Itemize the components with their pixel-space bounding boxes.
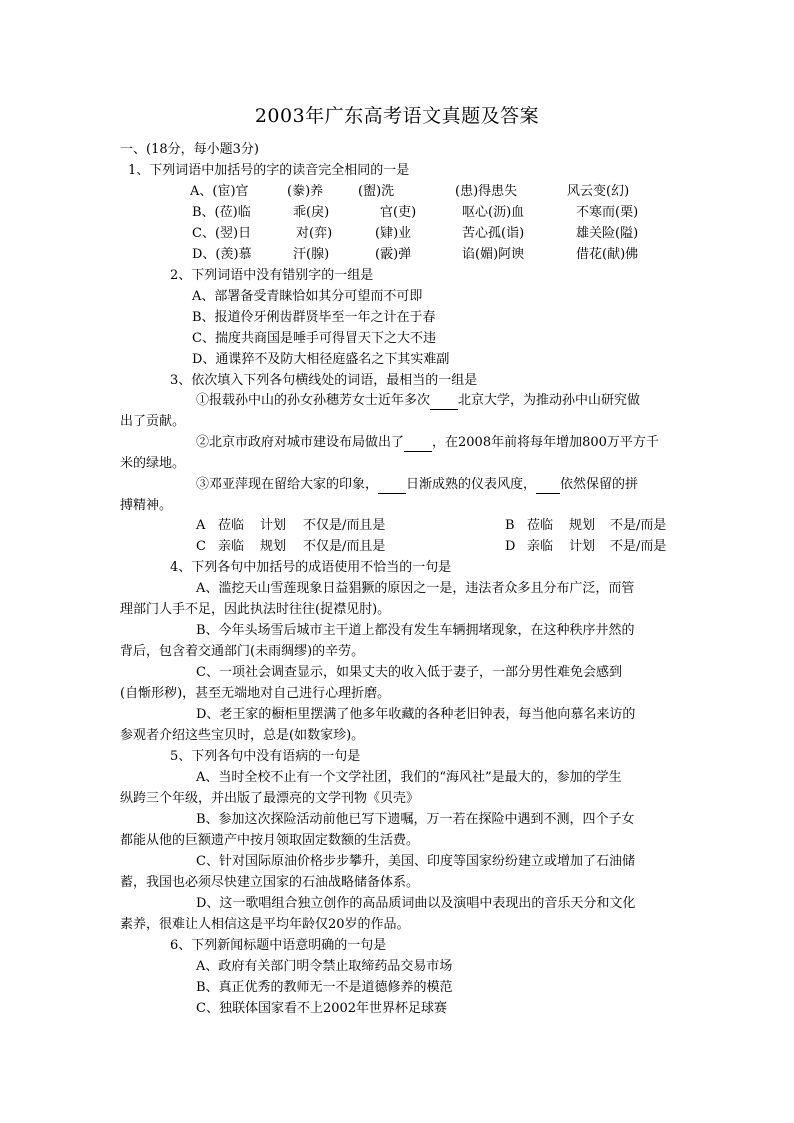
q1-option-d-word3: (霰)弹 (375, 247, 412, 262)
q5-option-c-cont: 蓄，我国也必须尽快建立国家的石油战略储备体系。 (120, 875, 420, 890)
q4-option-b-cont: 背后，包含着交通部门(未雨绸缪)的辛劳。 (120, 644, 365, 659)
q3-blank-3 (378, 476, 406, 494)
q1-option-c-word1: C、(翌)日 (192, 226, 252, 241)
q5-option-d: D、这一歌唱组合独立创作的高品质词曲以及演唱中表现出的音乐天分和文化 (196, 896, 636, 911)
q3-sentence-1-cont: 出了贡献。 (120, 414, 186, 429)
q1-option-b-word1: B、(莅)临 (192, 205, 251, 220)
q2-option-a: A、部署备受青睐恰如其分可望而不可即 (192, 289, 423, 304)
q2-option-d: D、通谍猝不及防大相径庭盛名之下其实难副 (192, 352, 450, 367)
q3-s1-part2: 北京大学，为推动孙中山研究做 (458, 393, 641, 408)
q1-option-c-word3: (肄)业 (375, 226, 412, 241)
q3-sentence-2-cont: 米的绿地。 (120, 456, 186, 471)
section-header: 一、(18分，每小题3分) (120, 142, 259, 157)
q2-option-c: C、揣度共商国是唾手可得冒天下之大不违 (192, 331, 436, 346)
q1-option-d-word1: D、(羡)慕 (192, 247, 252, 262)
q3-sentence-2 (196, 434, 659, 452)
q4-option-d-cont: 参观者介绍这些宝贝时，总是(如数家珍)。 (120, 728, 365, 743)
q3-option-c-word3: 不仅是/而且是 (303, 539, 386, 554)
q3-option-b-letter: B (505, 518, 515, 533)
q3-s1-part1: ①报载孙中山的孙女孙穗芳女士近年多次 (196, 393, 431, 408)
q1-option-d-word4: 谄(媚)阿谀 (462, 247, 525, 262)
q1-option-a-word4: (患)得患失 (455, 184, 518, 199)
q1-option-a-word1: A、(宦)官 (190, 184, 249, 199)
q3-blank-2 (404, 434, 432, 452)
q1-option-d-word2: 汗(腺) (293, 247, 330, 262)
q3-option-c-word1: 亲临 (218, 539, 245, 554)
q5-option-b: B、参加这次探险活动前他已写下遗嘱，万一若在探险中遇到不测，四个子女 (196, 812, 635, 827)
q3-option-a-word2: 计划 (260, 518, 287, 533)
q2-option-b: B、报道伶牙俐齿群贤毕至一年之计在于春 (192, 310, 436, 325)
q1-option-a-word2: (豢)养 (287, 184, 324, 199)
q1-option-d-word5: 借花(献)佛 (576, 247, 639, 262)
q3-blank-4 (536, 476, 560, 494)
q1-option-b-word4: 呕心(沥)血 (462, 205, 525, 220)
q3-blank-1 (430, 392, 458, 410)
q6-option-a: A、政府有关部门明令禁止取缔药品交易市场 (196, 959, 453, 974)
q3-option-a-word1: 莅临 (218, 518, 245, 533)
q3-option-d-word2: 计划 (569, 539, 596, 554)
q6-option-c: C、独联体国家看不上2002年世界杯足球赛 (196, 1001, 448, 1016)
q3-option-c-word2: 规划 (260, 539, 287, 554)
q3-option-b-word2: 规划 (569, 518, 596, 533)
q3-s3-part2: 日渐成熟的仪表风度， (406, 477, 537, 492)
q1-option-c-word4: 苦心孤(诣) (462, 226, 525, 241)
q5-stem: 5、下列各句中没有语病的一句是 (170, 749, 361, 764)
q3-sentence-1 (196, 392, 640, 410)
q3-option-d-word3: 不是/而是 (610, 539, 667, 554)
q3-s2-part1: ②北京市政府对城市建设布局做出了 (196, 435, 405, 450)
q1-option-b-word3: 官(吏) (380, 205, 417, 220)
q6-stem: 6、下列新闻标题中语意明确的一句是 (170, 938, 387, 953)
q3-option-c-letter: C (196, 539, 206, 554)
q3-s3-part1: ③邓亚萍现在留给大家的印象， (196, 477, 379, 492)
q3-stem: 3、依次填入下列各句横线处的词语，最相当的一组是 (170, 373, 478, 388)
q1-option-b-word5: 不寒而(栗) (576, 205, 639, 220)
q3-option-a-letter: A (196, 518, 206, 533)
q1-option-a-word3: (盥)洗 (358, 184, 395, 199)
q4-option-a-cont: 理部门人手不足，因此执法时往往(捉襟见肘)。 (120, 602, 391, 617)
q3-option-d-word1: 亲临 (527, 539, 554, 554)
q6-option-b: B、真正优秀的教师无一不是道德修养的模范 (196, 980, 453, 995)
q1-option-c-word2: 对(弈) (296, 226, 333, 241)
q5-option-a-cont: 纵跨三个年级，并出版了最漂亮的文学刊物《贝壳》 (120, 791, 420, 806)
q1-option-b-word2: 乖(戾) (293, 205, 330, 220)
q1-option-a-word5: 风云变(幻) (567, 184, 630, 199)
q3-sentence-3-cont: 搏精神。 (120, 498, 173, 513)
q2-stem: 2、下列词语中没有错别字的一组是 (170, 268, 374, 283)
q4-option-b: B、今年头场雪后城市主干道上都没有发生车辆拥堵现象，在这种秩序井然的 (196, 623, 635, 638)
q5-option-c: C、针对国际原油价格步步攀升，美国、印度等国家纷纷建立或增加了石油储 (196, 854, 635, 869)
q3-option-b-word1: 莅临 (527, 518, 554, 533)
q5-option-b-cont: 都能从他的巨额遗产中按月领取固定数额的生活费。 (120, 833, 420, 848)
q3-option-a-word3: 不仅是/而且是 (303, 518, 386, 533)
q1-stem: 1、下列词语中加括号的字的读音完全相同的一是 (128, 163, 410, 178)
q4-option-d: D、老王家的橱柜里摆满了他多年收藏的各种老旧钟表，每当他向慕名来访的 (196, 707, 636, 722)
q4-option-a: A、滥挖天山雪莲现象日益猖獗的原因之一是，违法者众多且分布广泛，而管 (196, 581, 635, 596)
q3-s3-part3: 依然保留的拼 (560, 477, 639, 492)
q4-option-c: C、一项社会调查显示，如果丈夫的收入低于妻子，一部分男性难免会感到 (196, 665, 622, 680)
q3-option-d-letter: D (505, 539, 516, 554)
q3-option-b-word3: 不是/而是 (610, 518, 667, 533)
q3-s2-part2: ，在2008年前将每年增加800万平方千 (432, 435, 659, 450)
q3-sentence-3 (196, 476, 638, 494)
page-title: 2003年广东高考语文真题及答案 (254, 105, 540, 127)
q4-option-c-cont: (自惭形秽)，甚至无端地对自己进行心理折磨。 (120, 686, 391, 701)
q4-stem: 4、下列各句中加括号的成语使用不恰当的一句是 (170, 560, 452, 575)
q5-option-d-cont: 素养，很难让人相信这是平均年龄仅20岁的作品。 (120, 917, 410, 932)
q5-option-a: A、当时全校不止有一个文学社团，我们的“海风社”是最大的，参加的学生 (196, 770, 622, 785)
q1-option-c-word5: 雄关险(隘) (576, 226, 639, 241)
